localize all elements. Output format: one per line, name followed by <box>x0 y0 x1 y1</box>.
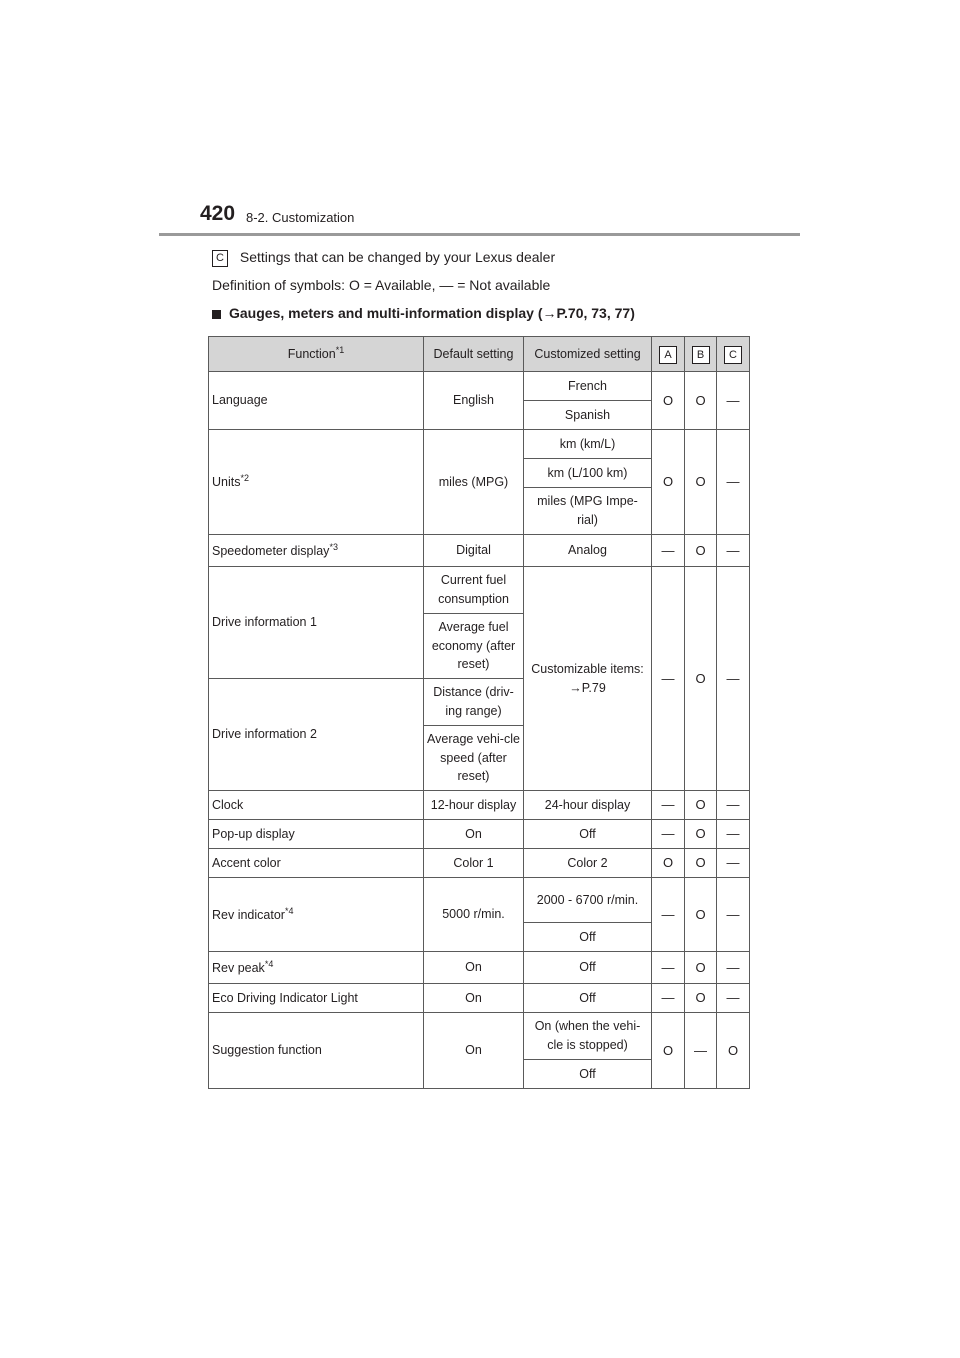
table-row: Rev indicator$^{*4}$ 5000 r/min. 2000 - 6700 r/min. — O — <box>209 878 750 923</box>
table-row: Speedometer display$^{*3}$ Digital Analog — O — <box>209 535 750 567</box>
symbol-definition: Definition of symbols: O = Available, — = Not available <box>212 277 551 293</box>
header-default: Default setting <box>424 337 524 372</box>
section-heading-text: Gauges, meters and multi-information display (→P.70, 73, 77) <box>229 305 635 321</box>
table-row: Off <box>209 1060 750 1089</box>
header-c: C <box>717 337 750 372</box>
table-row: Language English French O O — <box>209 372 750 401</box>
c-box-label: C <box>212 250 228 267</box>
table-row: Off <box>209 923 750 952</box>
table-row: Pop-up display On Off — O — <box>209 820 750 849</box>
table-row: Clock 12-hour display 24-hour display — O — <box>209 791 750 820</box>
page-number: 420 <box>200 202 236 225</box>
header-a: A <box>652 337 685 372</box>
section-title: 8-2. Customization <box>246 210 355 225</box>
dealer-text: Settings that can be changed by your Lexus dealer <box>239 249 556 265</box>
table-row: Units$^{*2}$ miles (MPG) km (km/L) O O — <box>209 430 750 459</box>
bullet-icon <box>212 310 221 319</box>
table-row: Spanish <box>209 401 750 430</box>
table-row: Average fuel economy (after reset) <box>209 614 750 679</box>
table-row: Suggestion function On On (when the vehi-cle is stopped) O — O <box>209 1013 750 1060</box>
table-header-row <box>209 337 750 372</box>
table-row: miles (MPG Impe-rial) <box>209 488 750 535</box>
header-b: B <box>685 337 717 372</box>
table-row: Drive information 2 Distance (driv-ing range) <box>209 679 750 726</box>
dealer-line <box>212 249 555 267</box>
section-heading <box>212 305 635 321</box>
header-customized: Customized setting <box>524 337 652 372</box>
table-row: Eco Driving Indicator Light On Off — O — <box>209 984 750 1013</box>
header-function: Function$^{*1}$ <box>209 337 424 372</box>
table-row: Accent color Color 1 Color 2 O O — <box>209 849 750 878</box>
table-row: km (L/100 km) <box>209 459 750 488</box>
settings-table <box>208 336 750 1089</box>
table-row: Drive information 1 Current fuel consumption Customizable items: →P.79 — O — <box>209 567 750 614</box>
table-row: Rev peak$^{*4}$ On Off — O — <box>209 952 750 984</box>
header-rule <box>159 233 800 236</box>
table-row: Average vehi-cle speed (after reset) <box>209 726 750 791</box>
